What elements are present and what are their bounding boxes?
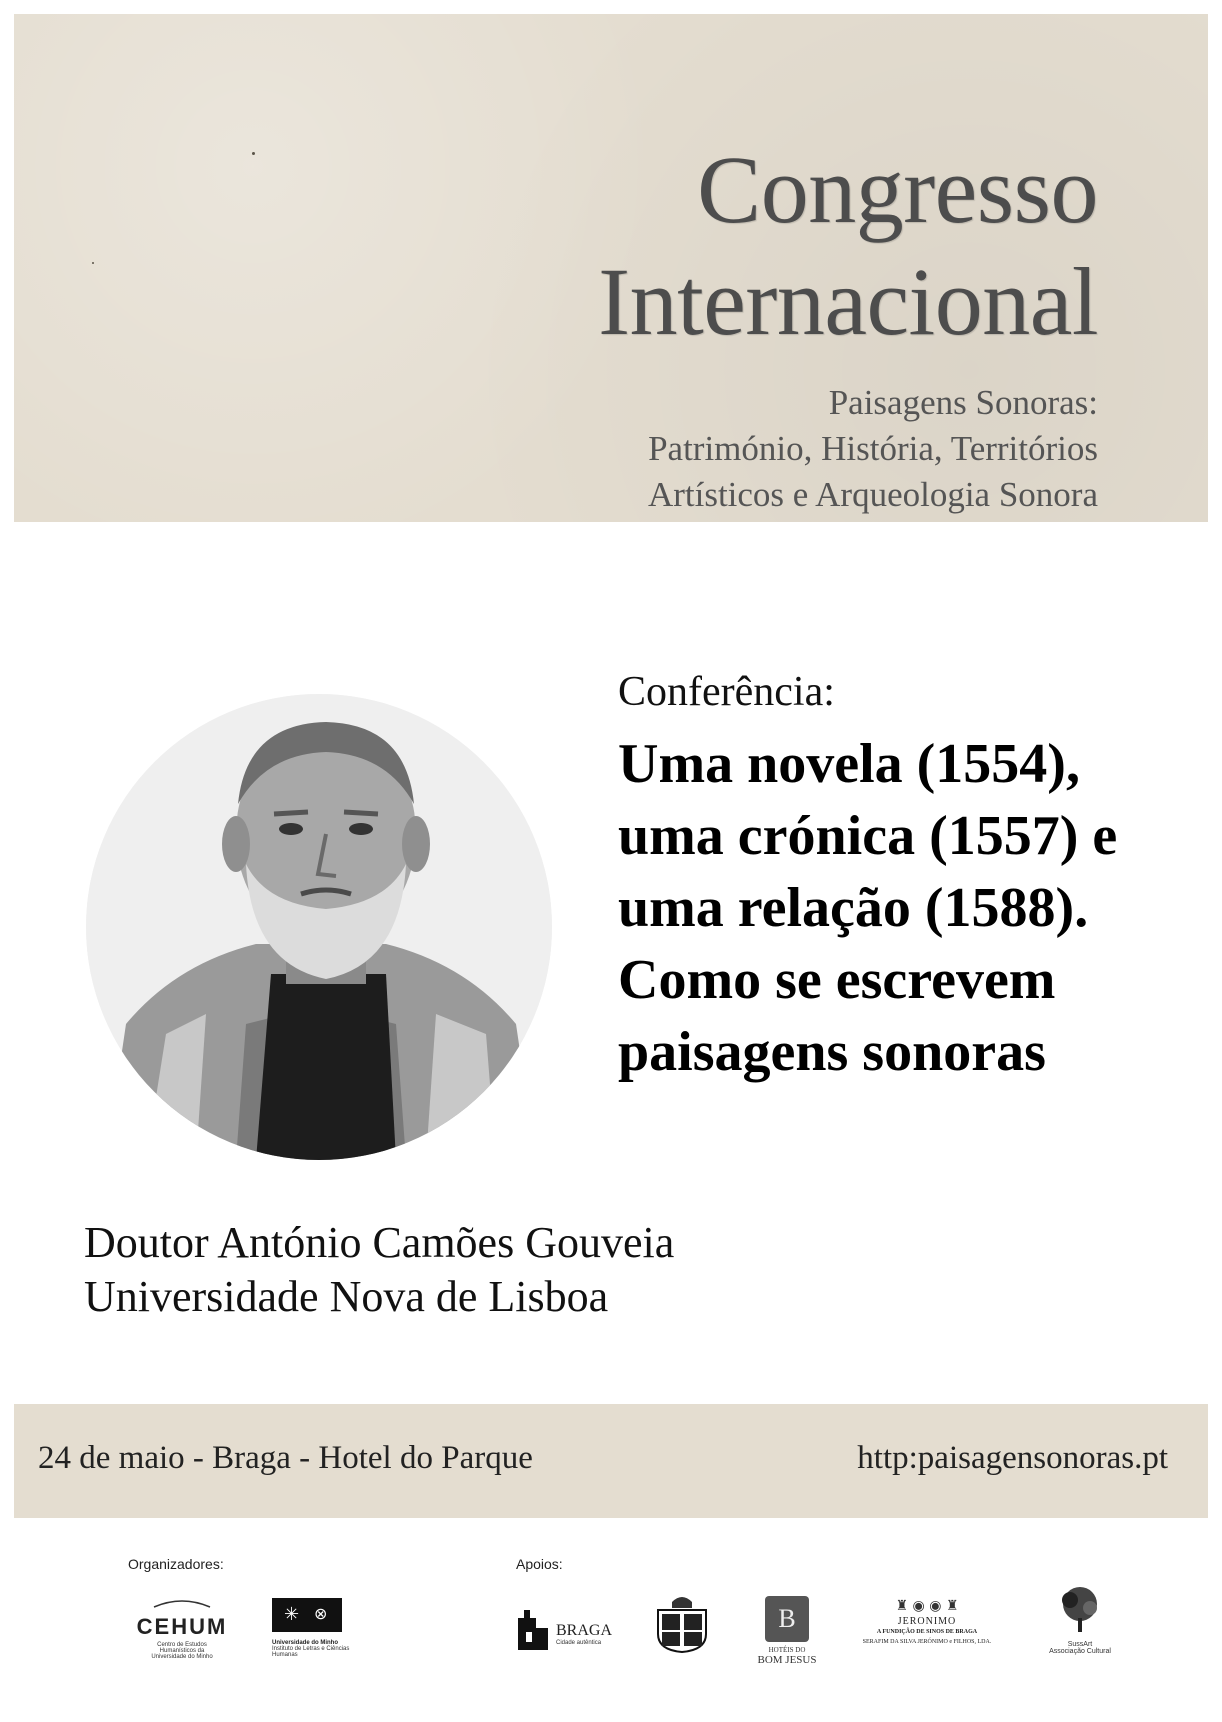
cehum-caption: Centro de Estudos Humanísticos da Universidade do Minho xyxy=(151,1642,213,1660)
jeronimo-logo xyxy=(842,1598,1012,1645)
uminho-name: Universidade do Minho xyxy=(272,1640,339,1646)
uminho-caption: Instituto de Letras e Ciências Humanas xyxy=(272,1646,350,1658)
talk-title xyxy=(618,728,1218,1088)
jeronimo-line1: A FUNDIÇÃO DE SINOS DE BRAGA xyxy=(876,1629,978,1635)
cehum-arc-icon xyxy=(124,1597,240,1609)
congress-subtitle xyxy=(648,380,1098,518)
talk-title-line: uma crónica (1557) e xyxy=(618,805,1118,867)
jeronimo-wordmark: JERONIMO xyxy=(897,1616,957,1627)
talk-title-line: uma relação (1588). xyxy=(618,877,1089,939)
bom-jesus-line2: BOM JESUS xyxy=(757,1654,817,1666)
sussart-line1: SussArt xyxy=(1067,1641,1093,1648)
braga-wordmark: BRAGA xyxy=(556,1622,613,1639)
braga-logo xyxy=(514,1604,624,1654)
congress-title xyxy=(598,134,1098,358)
organizers-label: Organizadores: xyxy=(128,1556,224,1572)
bells-icon: ♜ ◉ ◉ ♜ xyxy=(895,1598,959,1614)
speaker-affiliation: Universidade Nova de Lisboa xyxy=(84,1272,609,1321)
bom-jesus-emblem-icon: B xyxy=(765,1596,809,1642)
header-band xyxy=(14,14,1208,522)
website-link[interactable]: http:paisagensonoras.pt xyxy=(857,1440,1168,1476)
paper-speck xyxy=(92,262,94,264)
emblem-mark-icon: ⊗ xyxy=(314,1604,328,1623)
talk-title-line: Como se escrevem xyxy=(618,949,1056,1011)
supporters-label: Apoios: xyxy=(516,1556,563,1572)
footer-band xyxy=(14,1404,1208,1518)
sussart-line2: Associação Cultural xyxy=(1049,1648,1111,1655)
subtitle-line: Artísticos e Arqueologia Sonora xyxy=(647,475,1098,514)
portrait-illustration xyxy=(86,694,552,1160)
braga-coat-of-arms xyxy=(654,1590,710,1654)
braga-tower-icon xyxy=(514,1604,554,1654)
uminho-logo xyxy=(272,1598,372,1658)
coat-of-arms-icon xyxy=(654,1590,710,1654)
talk-title-line: paisagens sonoras xyxy=(618,1021,1046,1083)
event-details: 24 de maio - Braga - Hotel do Parque xyxy=(38,1440,533,1476)
jeronimo-line2: SERAFIM DA SILVA JERÓNIMO e FILHOS, LDA. xyxy=(862,1639,992,1645)
speaker-info xyxy=(84,1216,674,1324)
braga-caption: Cidade autêntica xyxy=(556,1640,602,1646)
paper-speck xyxy=(252,152,255,155)
conference-label: Conferência: xyxy=(618,669,835,715)
speaker-portrait xyxy=(86,694,552,1160)
subtitle-line: Património, História, Territórios xyxy=(648,429,1098,468)
cehum-logo xyxy=(124,1596,240,1660)
cehum-wordmark: CEHUM xyxy=(136,1614,228,1639)
talk-title-line: Uma novela (1554), xyxy=(618,733,1080,795)
subtitle-line: Paisagens Sonoras: xyxy=(828,383,1098,422)
title-line: Congresso xyxy=(697,136,1098,243)
star-icon: ✳ xyxy=(284,1604,300,1625)
bom-jesus-logo xyxy=(752,1596,822,1666)
tree-icon xyxy=(1040,1584,1120,1636)
uminho-emblem-icon xyxy=(272,1598,342,1632)
bom-jesus-line1: HOTÉIS DO xyxy=(768,1646,806,1654)
sussart-logo xyxy=(1040,1584,1120,1655)
title-line: Internacional xyxy=(598,248,1098,355)
speaker-name: Doutor António Camões Gouveia xyxy=(84,1218,675,1267)
